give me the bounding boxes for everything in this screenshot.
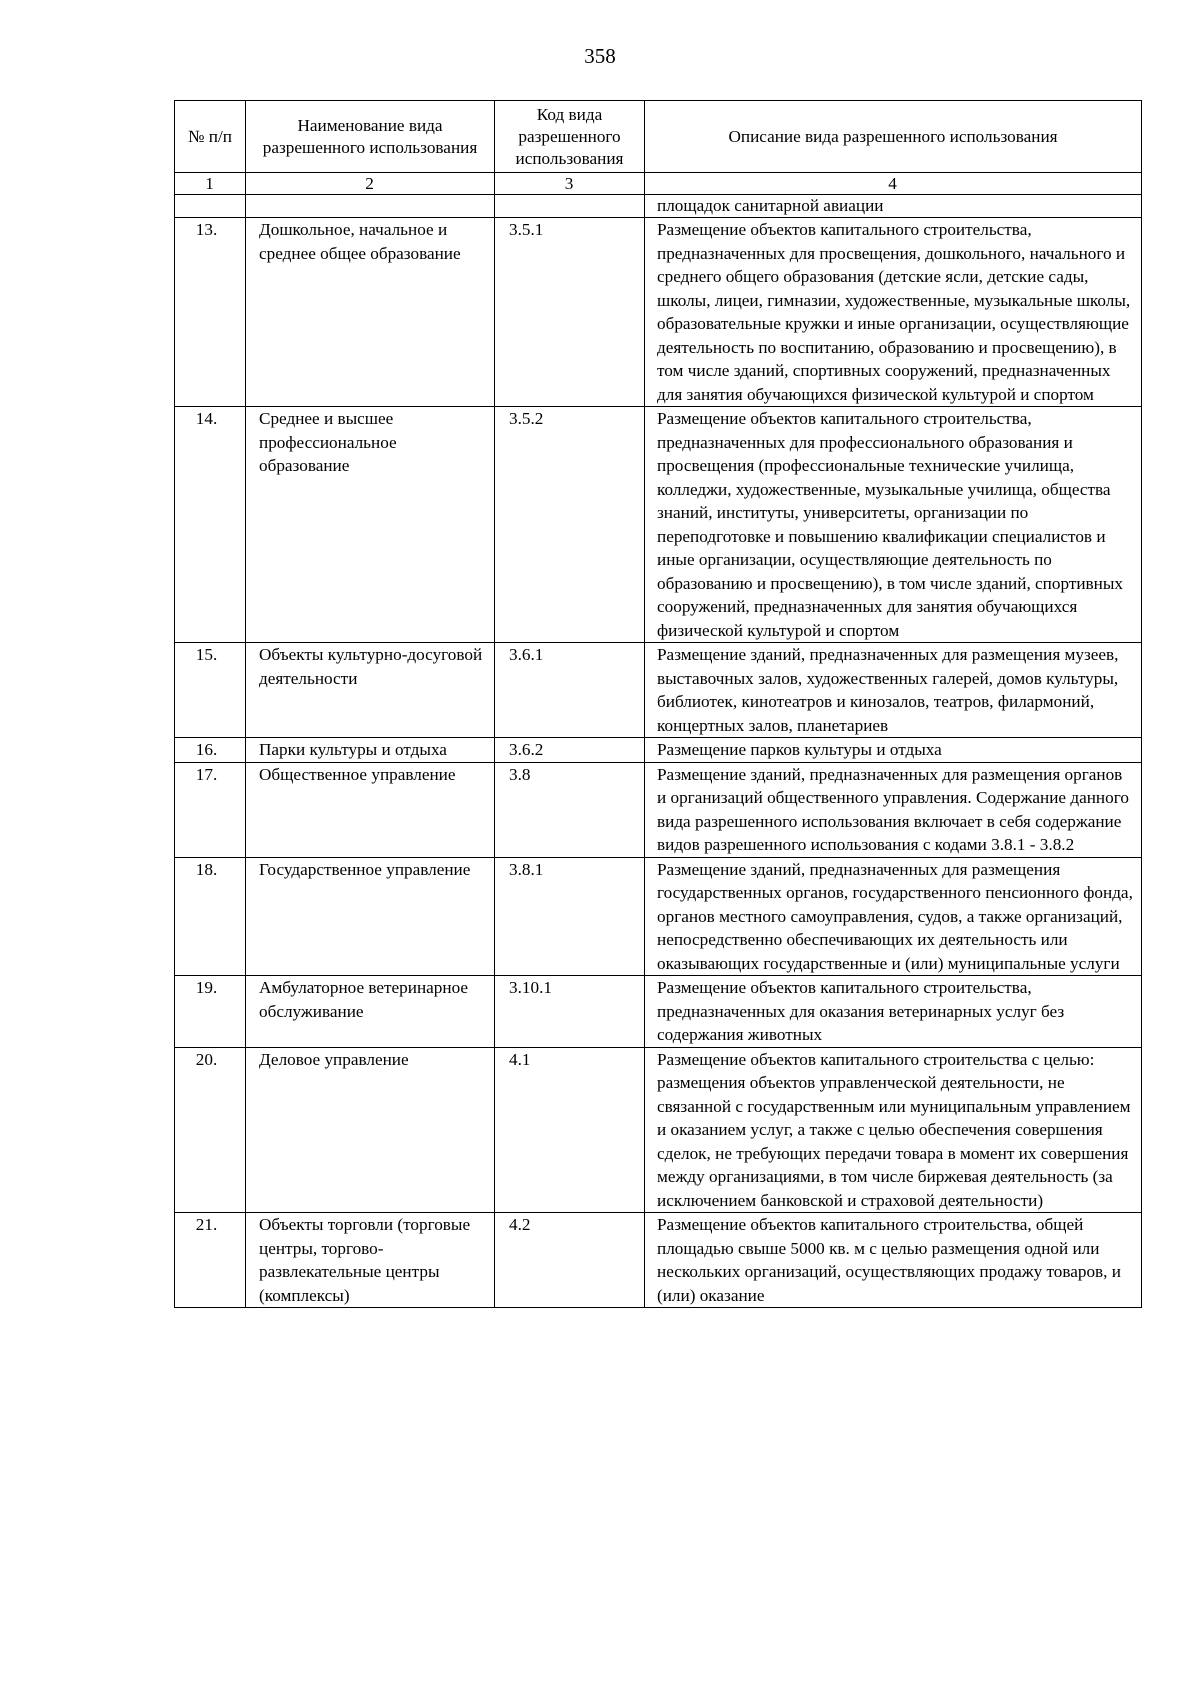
use-description: Размещение зданий, предназначенных для размещения музеев, выставочных залов, художественных галерей, домов культуры, библиотек, кинотеатров и кинозалов, театров, филармоний, концертных залов, планетариев [645, 643, 1142, 738]
use-description: Размещение объектов капитального строительства, общей площадью свыше 5000 кв. м с целью размещения одной или нескольких организаций, осуществляющих продажу товаров, и (или) оказание [645, 1213, 1142, 1308]
row-number: 20. [175, 1047, 246, 1213]
use-code: 4.2 [495, 1213, 645, 1308]
table-row [175, 762, 1142, 857]
column-number: 1 [175, 173, 246, 195]
row-number: 21. [175, 1213, 246, 1308]
header-num: № п/п [175, 101, 246, 173]
use-description: Размещение зданий, предназначенных для размещения органов и организаций общественного управления. Содержание данного вида разрешенного использования включает в себя содержание видов разрешенного использования с кодами 3.8.1 - 3.8.2 [645, 762, 1142, 857]
use-code: 3.5.2 [495, 407, 645, 643]
use-name: Амбулаторное ветеринарное обслуживание [246, 976, 495, 1048]
row-number: 19. [175, 976, 246, 1048]
page-number: 358 [584, 44, 616, 68]
row-number: 13. [175, 218, 246, 407]
header-name: Наименование вида разрешенного использования [246, 101, 495, 173]
use-name: Среднее и высшее профессиональное образование [246, 407, 495, 643]
table-row [175, 738, 1142, 763]
table-body [175, 195, 1142, 1308]
use-name: Государственное управление [246, 857, 495, 976]
use-name: Деловое управление [246, 1047, 495, 1213]
table-row [175, 1213, 1142, 1308]
row-number: 17. [175, 762, 246, 857]
row-number: 18. [175, 857, 246, 976]
column-number: 2 [246, 173, 495, 195]
use-code: 3.10.1 [495, 976, 645, 1048]
continuation-row [175, 195, 1142, 218]
row-number: 14. [175, 407, 246, 643]
header-desc: Описание вида разрешенного использования [645, 101, 1142, 173]
use-code: 3.8 [495, 762, 645, 857]
use-description: Размещение объектов капитального строительства, предназначенных для просвещения, дошкольного, начального и среднего общего образования (детские ясли, детские сады, школы, лицеи, гимназии, художественные, музыкальные школы, образовательные кружки и иные организации, осуществляющие деятельность по воспитанию, образованию и просвещению), в том числе зданий, спортивных сооружений, предназначенных для занятия обучающихся физической культурой и спортом [645, 218, 1142, 407]
use-name: Парки культуры и отдыха [246, 738, 495, 763]
column-number: 3 [495, 173, 645, 195]
use-code: 3.8.1 [495, 857, 645, 976]
permitted-use-table [174, 100, 1142, 1308]
column-number-row [175, 173, 1142, 195]
row-number: 15. [175, 643, 246, 738]
header-code: Код вида разрешенного использования [495, 101, 645, 173]
column-number: 4 [645, 173, 1142, 195]
table-row [175, 407, 1142, 643]
use-code: 3.5.1 [495, 218, 645, 407]
use-description: Размещение объектов капитального строительства, предназначенных для оказания ветеринарных услуг без содержания животных [645, 976, 1142, 1048]
use-description: Размещение объектов капитального строительства, предназначенных для профессионального образования и просвещения (профессиональные технические училища, колледжи, художественные, музыкальные училища, общества знаний, институты, университеты, организации по переподготовке и повышению квалификации специалистов и иные организации, осуществляющие деятельность по образованию и просвещению), в том числе зданий, спортивных сооружений, предназначенных для занятия обучающихся физической культурой и спортом [645, 407, 1142, 643]
use-name: Общественное управление [246, 762, 495, 857]
use-name [246, 195, 495, 218]
use-code: 3.6.2 [495, 738, 645, 763]
use-code: 3.6.1 [495, 643, 645, 738]
use-description: Размещение парков культуры и отдыха [645, 738, 1142, 763]
table-row [175, 643, 1142, 738]
use-description: Размещение объектов капитального строительства с целью: размещения объектов управленческой деятельности, не связанной с государственным или муниципальным управлением и оказанием услуг, а также с целью обеспечения совершения сделок, не требующих передачи товара в момент их совершения между организациями, в том числе биржевая деятельность (за исключением банковской и страховой деятельности) [645, 1047, 1142, 1213]
use-description: площадок санитарной авиации [645, 195, 1142, 218]
row-number [175, 195, 246, 218]
use-name: Дошкольное, начальное и среднее общее образование [246, 218, 495, 407]
table-row [175, 976, 1142, 1048]
use-name: Объекты торговли (торговые центры, торгово-развлекательные центры (комплексы) [246, 1213, 495, 1308]
use-name: Объекты культурно-досуговой деятельности [246, 643, 495, 738]
use-code [495, 195, 645, 218]
use-code: 4.1 [495, 1047, 645, 1213]
table-header [175, 101, 1142, 195]
table-row [175, 857, 1142, 976]
row-number: 16. [175, 738, 246, 763]
table-row [175, 218, 1142, 407]
table-row [175, 1047, 1142, 1213]
use-description: Размещение зданий, предназначенных для размещения государственных органов, государственного пенсионного фонда, органов местного самоуправления, судов, а также организаций, непосредственно обеспечивающих их деятельность или оказывающих государственные и (или) муниципальные услуги [645, 857, 1142, 976]
